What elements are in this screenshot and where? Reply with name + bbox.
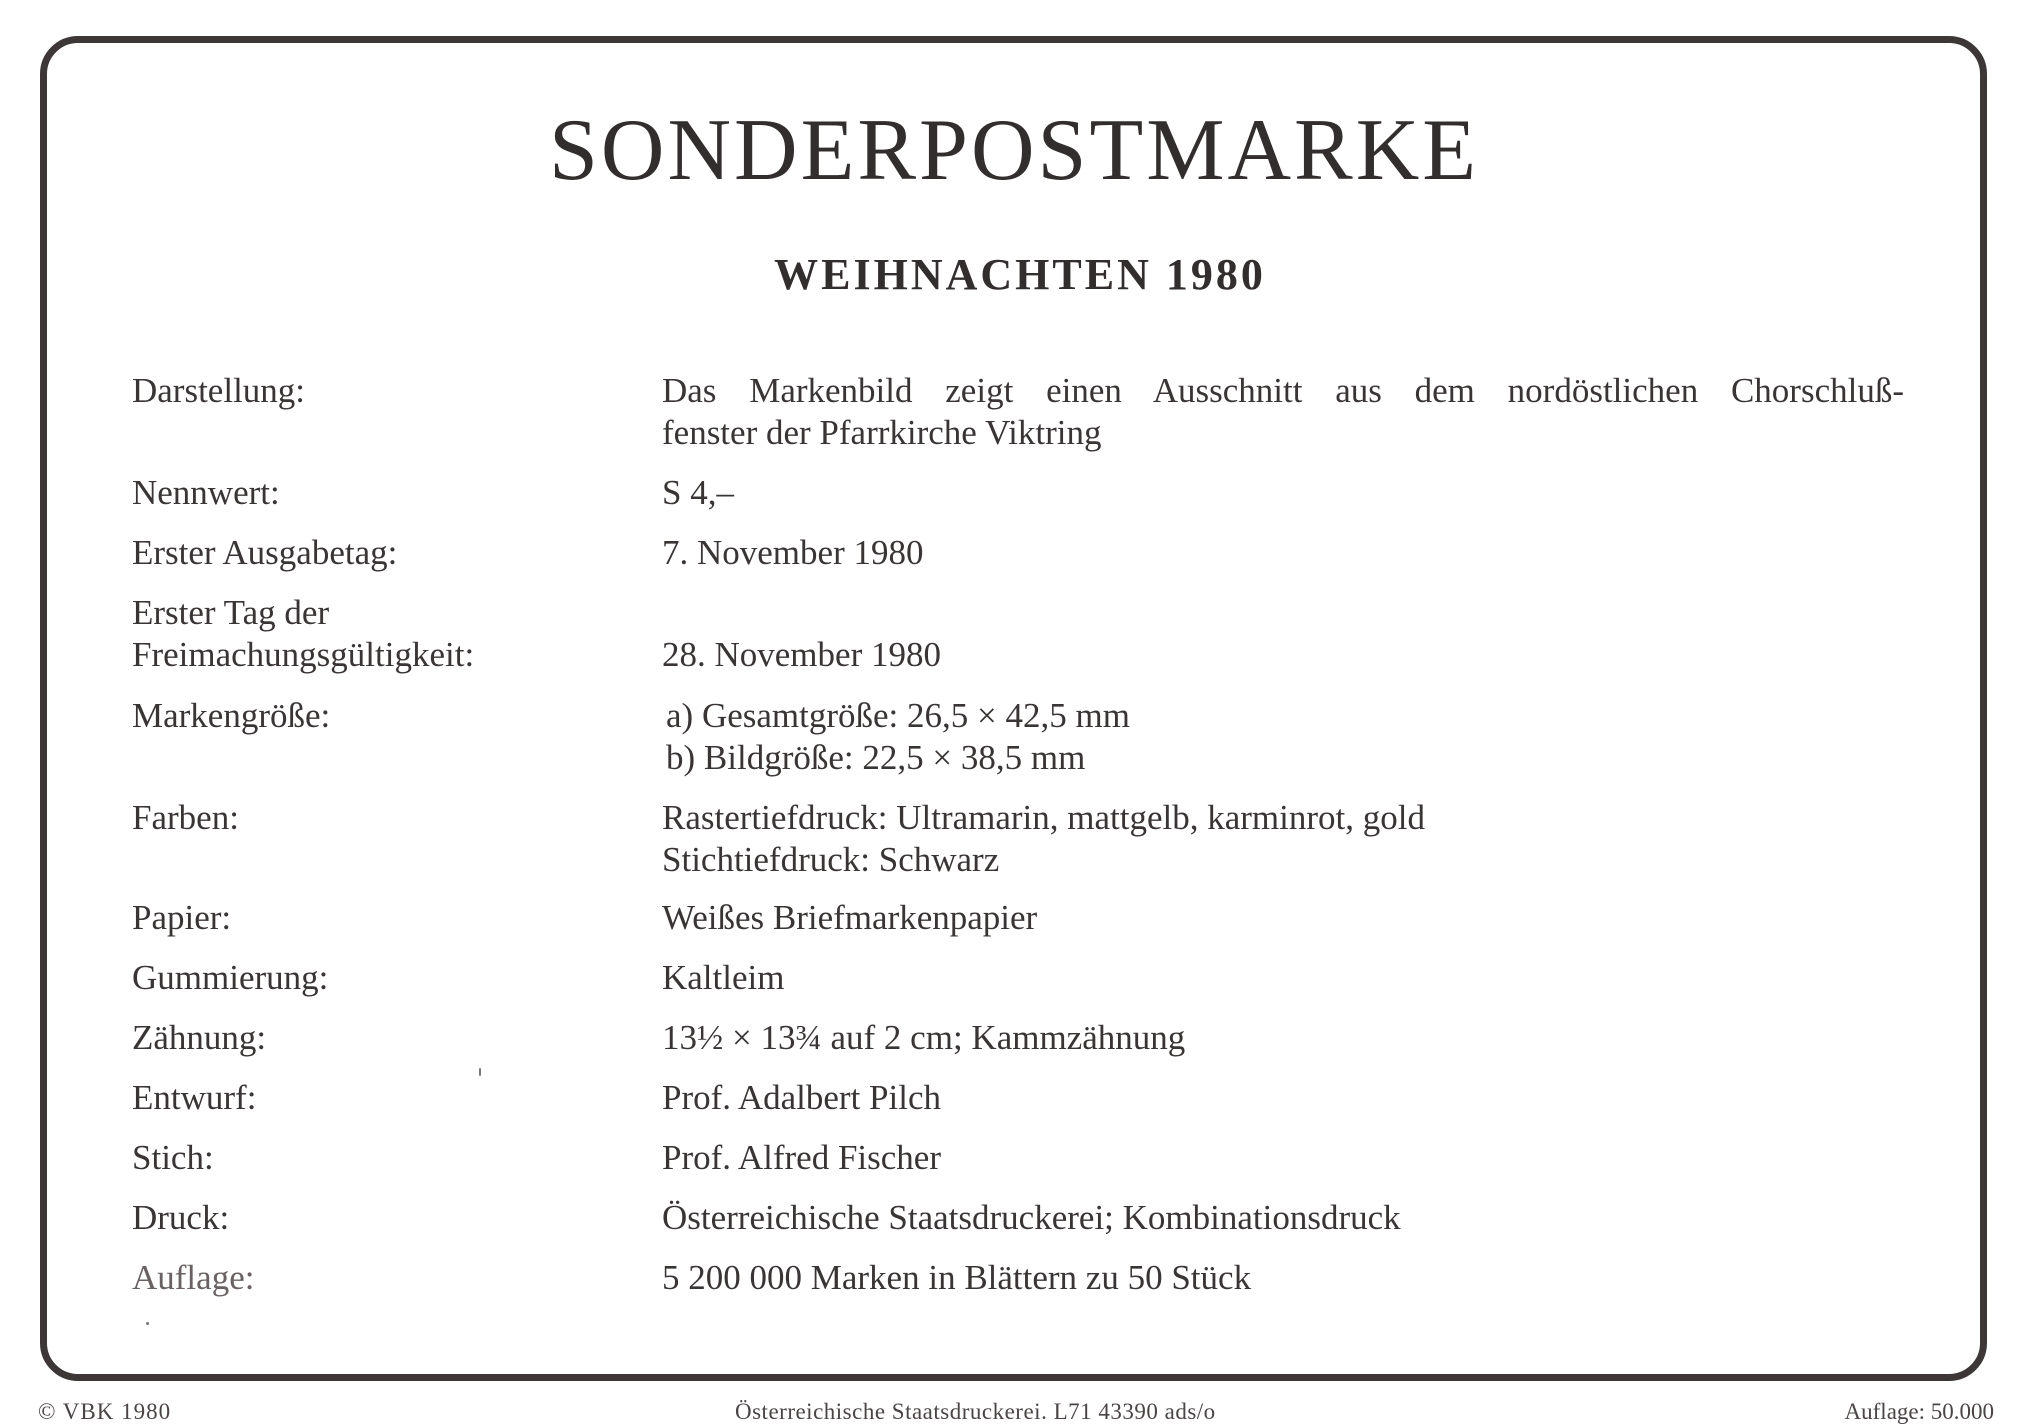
- value-entwurf: Prof. Adalbert Pilch: [662, 1078, 941, 1117]
- label-zaehnung: Zähnung:: [132, 1018, 267, 1057]
- page-subtitle: WEIHNACHTEN 1980: [774, 250, 1266, 299]
- label-gummierung: Gummierung:: [132, 958, 329, 997]
- label-druck: Druck:: [132, 1198, 230, 1237]
- value-markengroesse-b: b) Bildgröße: 22,5 × 38,5 mm: [666, 738, 1086, 777]
- value-darstellung: [662, 370, 1904, 454]
- value-darstellung-line2: fenster der Pfarrkirche Viktring: [662, 413, 1102, 452]
- value-stich: Prof. Alfred Fischer: [662, 1138, 941, 1177]
- value-zaehnung: 13½ × 13¾ auf 2 cm; Kammzähnung: [662, 1018, 1186, 1057]
- label-stich: Stich:: [132, 1138, 214, 1177]
- value-farben-line1: Rastertiefdruck: Ultramarin, mattgelb, karminrot, gold: [662, 798, 1425, 837]
- label-markengroesse: Markengröße:: [132, 696, 331, 735]
- value-freimachung: 28. November 1980: [662, 635, 941, 674]
- value-farben-line2: Stichtiefdruck: Schwarz: [662, 840, 1000, 879]
- value-auflage: 5 200 000 Marken in Blättern zu 50 Stück: [662, 1258, 1252, 1297]
- label-farben: Farben:: [132, 798, 239, 837]
- label-freimachung-line1: Erster Tag der: [132, 593, 330, 632]
- page-title: SONDERPOSTMARKE: [548, 102, 1480, 199]
- value-nennwert: S 4,–: [662, 473, 734, 512]
- value-gummierung: Kaltleim: [662, 958, 785, 997]
- value-druck: Österreichische Staatsdruckerei; Kombinationsdruck: [662, 1198, 1401, 1237]
- value-papier: Weißes Briefmarkenpapier: [662, 898, 1038, 937]
- footer-printer: Österreichische Staatsdruckerei. L71 43390 ads/o: [735, 1399, 1216, 1424]
- scan-speck: [479, 1068, 481, 1076]
- value-darstellung-line1: Das Markenbild zeigt einen Ausschnitt aus dem nordöstlichen Chorschluß-: [662, 371, 1904, 410]
- label-entwurf: Entwurf:: [132, 1078, 257, 1117]
- value-markengroesse-a: a) Gesamtgröße: 26,5 × 42,5 mm: [666, 696, 1130, 735]
- value-erster-ausgabetag: 7. November 1980: [662, 533, 924, 572]
- label-nennwert: Nennwert:: [132, 473, 280, 512]
- label-papier: Papier:: [132, 898, 232, 937]
- footer-copyright: © VBK 1980: [38, 1399, 172, 1424]
- scan-speck: [146, 1322, 149, 1325]
- label-auflage: Auflage:: [132, 1258, 255, 1297]
- label-erster-ausgabetag: Erster Ausgabetag:: [132, 533, 398, 572]
- label-darstellung: Darstellung:: [132, 371, 306, 410]
- footer-edition: Auflage: 50.000: [1844, 1399, 1994, 1424]
- label-freimachung-line2: Freimachungsgültigkeit:: [132, 635, 475, 674]
